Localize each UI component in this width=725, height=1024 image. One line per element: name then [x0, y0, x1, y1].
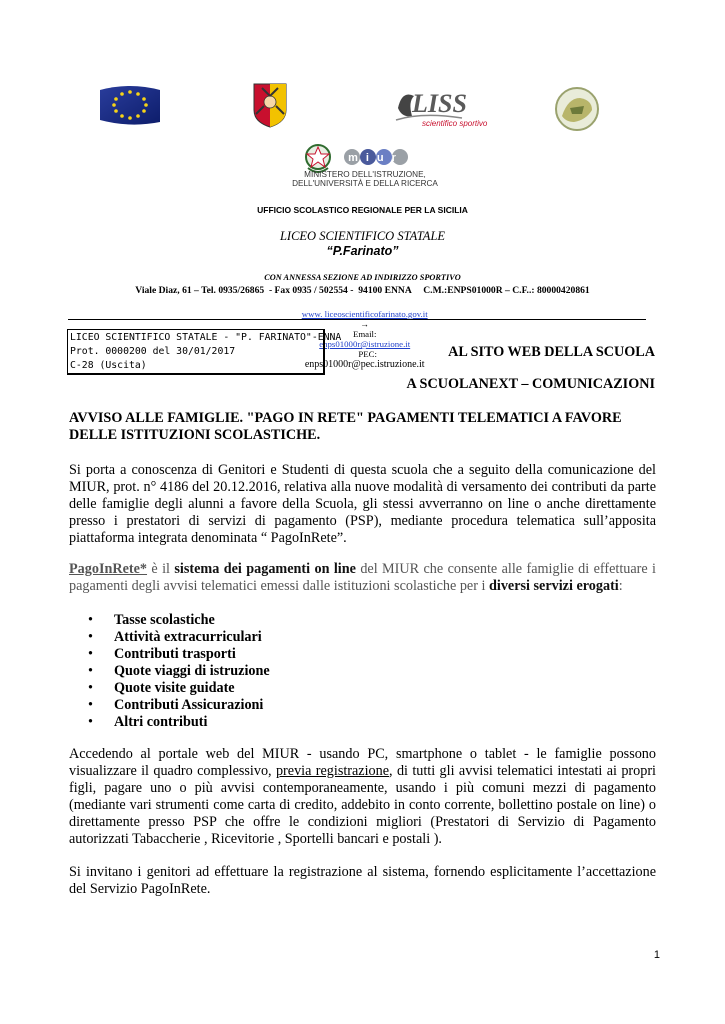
svg-text:LISS: LISS [412, 89, 467, 118]
email-label: Email: [352, 329, 377, 339]
p2-bold-1: sistema dei pagamenti on line [174, 561, 356, 577]
protocol-stamp [67, 329, 342, 375]
ministry-line2: DELL'UNIVERSITÀ E DELLA RICERCA [292, 179, 438, 188]
registration-underlined: previa registrazione [275, 763, 390, 780]
regional-office: UFFICIO SCOLASTICO REGIONALE PER LA SICILIA [257, 205, 468, 215]
annex-note: CON ANNESSA SEZIONE AD INDIRIZZO SPORTIVO [264, 273, 461, 282]
pagoinrete-link[interactable]: PagoInRete* [69, 561, 148, 577]
pec-label: PEC: [358, 349, 377, 359]
website-link[interactable]: liceoscientificofarinato.gov.it [322, 309, 428, 319]
invitation-paragraph: Si invitano i genitori ad effettuare la registrazione al sistema, fornendo esplicitamente l’accettazione del Servizio PagoInRete. [69, 864, 656, 898]
address-line: Viale Diaz, 61 – Tel. 0935/26865 - Fax 0935 / 502554 - 94100 ENNA C.M.:ENPS01000R – C.F..: 80000420861 [135, 285, 590, 296]
page-number: 1 [653, 949, 660, 961]
eu-flag-logo [98, 84, 162, 126]
protocol-school: LICEO SCIENTIFICO STATALE - "P. FARINATO"-ENNA [70, 332, 342, 343]
p2-text-1: è il [147, 561, 175, 577]
p3-text-2: , di tutti gli avvisi telematici intestati ai propri figli, pagare uno o più avvisi contemporaneamente, usando i più comuni mezzi di pagamento (mediante vari strumenti come carta di credito, addebito in conto corrente, bollettino postale on line) o direttamente presso PSP che offre le condizioni migliori (Prestatori di Servizio di Pagamento autorizzati Tabaccherie , Ricevitorie , Sportelli bancari e postali ). [69, 763, 656, 848]
header-divider [68, 319, 646, 320]
protocol-number: Prot. 0000200 del 30/01/2017 [70, 346, 236, 357]
list-item: • Attività extracurriculari [88, 629, 488, 646]
services-list [88, 612, 488, 731]
miur-logo [340, 146, 412, 168]
enna-province-logo [554, 86, 600, 132]
sport-liceo-logo [392, 82, 488, 130]
miur-logo-text: miur [348, 152, 404, 164]
recipient-scuolanext: A SCUOLANEXT – COMUNICAZIONI [406, 376, 655, 392]
portal-paragraph [69, 746, 656, 849]
intro-paragraph: Si porta a conoscenza di Genitori e Studenti di questa scuola che a seguito della comunicazione del MIUR, prot. n° 4186 del 20.12.2016, relativa alla nuove modalità di versamento dei contributi da parte delle famiglie degli alunni a favore della Scuola, gli stessi avverranno on line o anche direttamente presso i prestatori di servizi di pagamento (PSP), mediante procedura telematica sull’apposita piattaforma integrata denominata “ PagoInRete”. [69, 462, 656, 547]
list-item: • Contributi Assicurazioni [88, 697, 488, 714]
svg-text:scientifico sportivo: scientifico sportivo [422, 119, 488, 128]
p3-text-1: Accedendo al portale web del MIUR - usando PC, smartphone o tablet - le famiglie possono visualizzare il quadro complessivo, [69, 746, 656, 780]
protocol-class: C-28 (Uscita) [70, 360, 147, 371]
notice-title: AVVISO ALLE FAMIGLIE. "PAGO IN RETE" PAGAMENTI TELEMATICI A FAVORE DELLE ISTITUZIONI SCOLASTICHE. [69, 410, 622, 443]
list-item: • Contributi trasporti [88, 646, 488, 663]
p2-text-2: del MIUR che consente alle famiglie di effettuare i pagamenti degli avvisi telematici emessi dalle istituzioni scolastiche per i [69, 561, 657, 595]
email-link[interactable]: enps01000r@istruzione.it [319, 339, 411, 349]
p2-text-3: : [618, 578, 623, 595]
ministry-line1: MINISTERO DELL'ISTRUZIONE, [304, 170, 426, 179]
school-type: LICEO SCIENTIFICO STATALE [279, 229, 446, 243]
list-item: • Altri contributi [88, 714, 488, 731]
sicily-region-logo [252, 82, 288, 128]
recipient-website: AL SITO WEB DELLA SCUOLA [448, 344, 655, 360]
pagoinrete-paragraph [69, 561, 656, 595]
arrow-icon: → [360, 319, 370, 329]
list-item: • Quote viaggi di istruzione [88, 663, 488, 680]
list-item: • Quote visite guidate [88, 680, 488, 697]
pec-address: enps01000r@pec.istruzione.it [304, 359, 425, 370]
list-item: • Tasse scolastiche [88, 612, 488, 629]
school-name: “P.Farinato” [326, 244, 399, 258]
website-prefix[interactable]: www. [301, 309, 323, 319]
p2-bold-2: diversi servizi erogati [489, 578, 619, 595]
